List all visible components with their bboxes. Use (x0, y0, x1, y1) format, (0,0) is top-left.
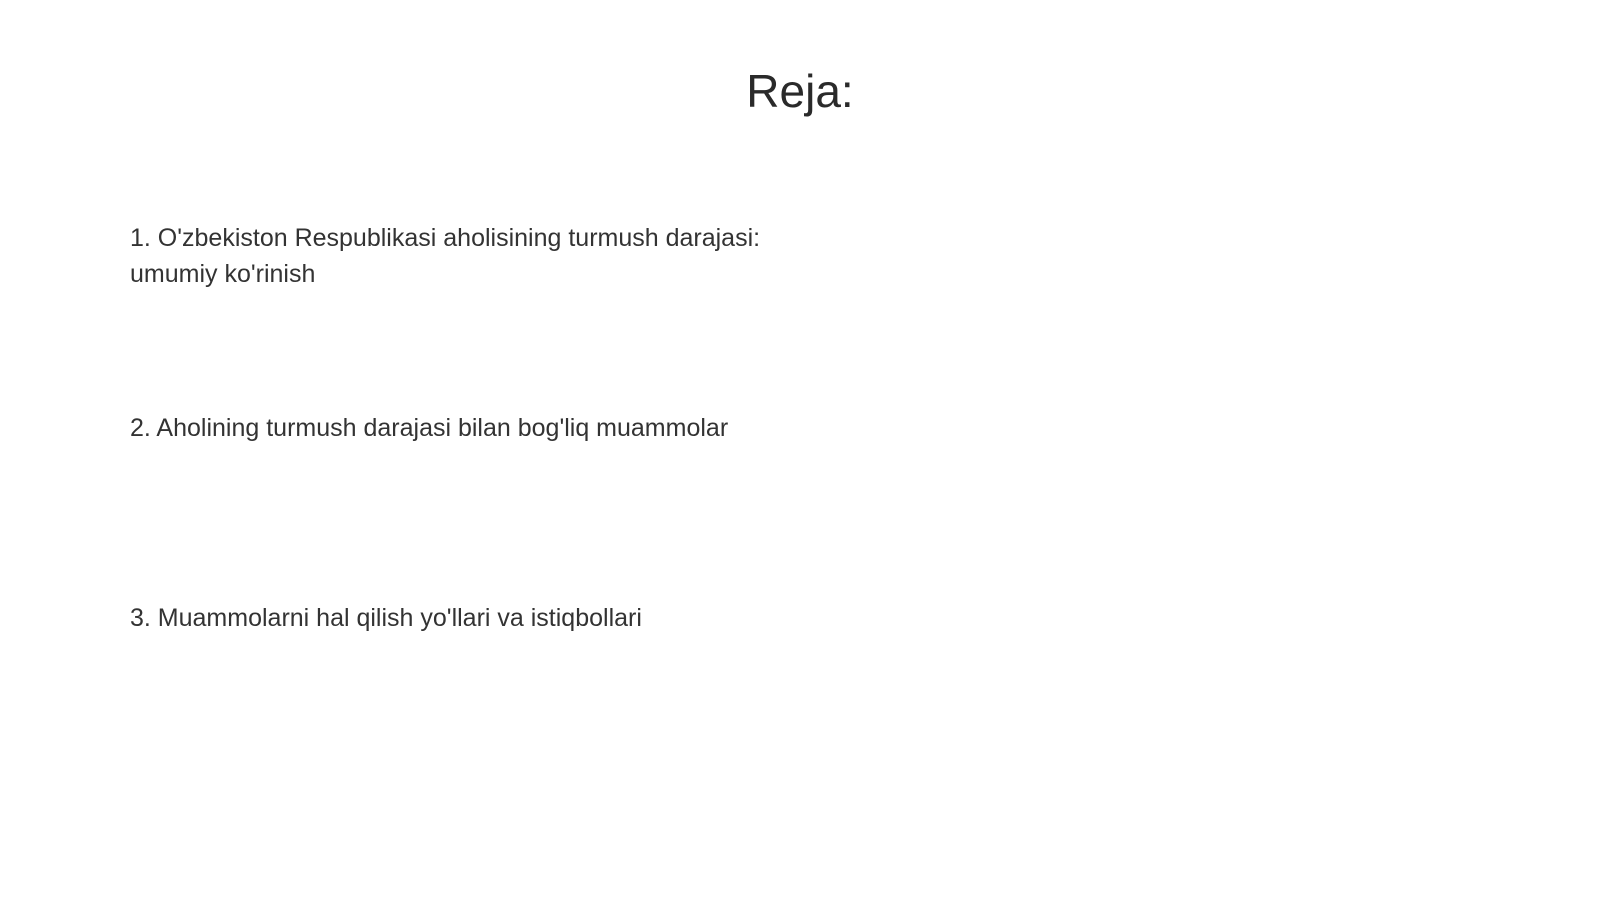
plan-item-3 (130, 600, 890, 636)
plan-item-2-line-1: 2. Aholining turmush darajasi bilan bog'liq muammolar (130, 414, 729, 442)
plan-item-1-line-1: 1. O'zbekiston Respublikasi aholisining turmush darajasi: (130, 224, 761, 252)
plan-item-3-line-1: 3. Muammolarni hal qilish yo'llari va istiqbollari (130, 604, 642, 632)
plan-item-2 (130, 410, 890, 446)
plan-item-1-line-2: umumiy ko'rinish (130, 260, 316, 288)
slide-title: Reja: (746, 65, 854, 117)
plan-item-1 (130, 220, 890, 292)
